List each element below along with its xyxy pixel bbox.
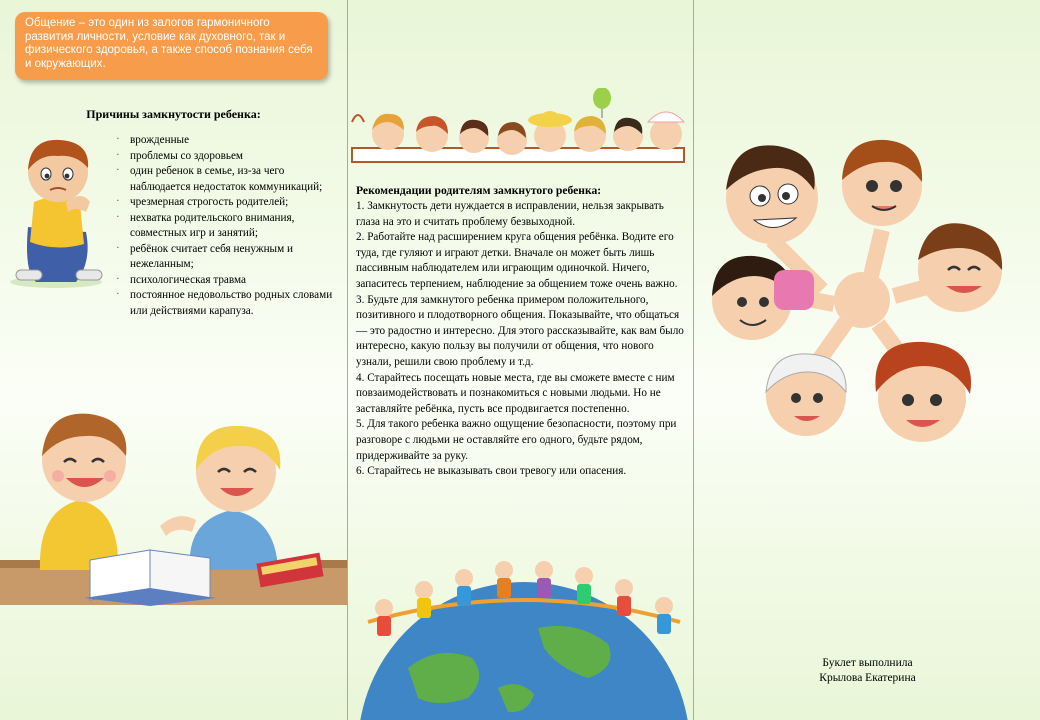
author-credit: [694, 656, 1040, 686]
children-circle-illustration: [702, 120, 1012, 470]
author-line-1: Буклет выполнила: [822, 657, 913, 669]
sad-child-illustration: [6, 132, 110, 292]
middle-panel: [347, 0, 694, 720]
recommendation-item: 1. Замкнутость дети нуждается в исправлении, нельзя закрывать глаза на это и считать проблему безвыходной.: [356, 200, 664, 228]
right-panel: [693, 0, 1040, 720]
reasons-list: [116, 133, 341, 319]
reasons-title: Причины замкнутости ребенка:: [86, 107, 261, 121]
list-item: · чрезмерная строгость родителей;: [116, 195, 341, 211]
intro-box: [15, 12, 328, 80]
list-item: · проблемы со здоровьем: [116, 149, 341, 165]
recommendation-item: 3. Будьте для замкнутого ребенка примером положительного, позитивного и плодотворного общения. Показывайте, что общаться — это радостно и интересно. Для этого рассказывайте, как вам было интересно, какую пользу вы получили от общения, что нового узнали, решили свою проблему и т.д.: [356, 293, 684, 368]
list-item: · один ребенок в семье, из-за чего наблюдается недостаток коммуникаций;: [116, 164, 341, 195]
recommendation-item: 5. Для такого ребенка важно ощущение безопасности, поэтому при разговоре с людьми не оставляйте его одного, будьте рядом, придерживайте за руку.: [356, 418, 677, 462]
list-item: · постоянное недовольство родных словами или действиями карапуза.: [116, 288, 341, 319]
kids-banner-illustration: [348, 88, 694, 170]
left-panel: [0, 0, 347, 720]
recommendation-item: 4. Старайтесь посещать новые места, где вы сможете вместе с ним повзаимодействовать и познакомиться с новыми людьми. Но не заставляйте ребёнка, пусть все продвигается постепенно.: [356, 371, 675, 415]
list-item: · врожденные: [116, 133, 341, 149]
children-reading-illustration: [0, 400, 347, 610]
recommendation-item: 2. Работайте над расширением круга общения ребёнка. Водите его туда, где гуляют и играют детки. Вначале он может быть лишь пассивным наблюдателем или играющим одиночкой. Ничего, запаситесь терпением, наблюдение за общением тоже очень важно.: [356, 231, 678, 290]
author-line-2: Крылова Екатерина: [819, 672, 916, 684]
list-item: · ребёнок считает себя ненужным и нежеланным;: [116, 242, 341, 273]
globe-kids-illustration: [348, 548, 694, 720]
recommendations-text: [356, 199, 690, 480]
intro-text: Общение – это один из залогов гармоничного развития личности, условие как духовного, так и физического здоровья, а также способ познания себя и окружающих.: [25, 17, 313, 70]
recommendation-item: 6. Старайтесь не выказывать свои тревогу или опасения.: [356, 465, 627, 478]
list-item: · нехватка родительского внимания, совместных игр и занятий;: [116, 211, 341, 242]
recommendations-title: Рекомендации родителям замкнутого ребенка:: [356, 184, 602, 197]
list-item: · психологическая травма: [116, 273, 341, 289]
